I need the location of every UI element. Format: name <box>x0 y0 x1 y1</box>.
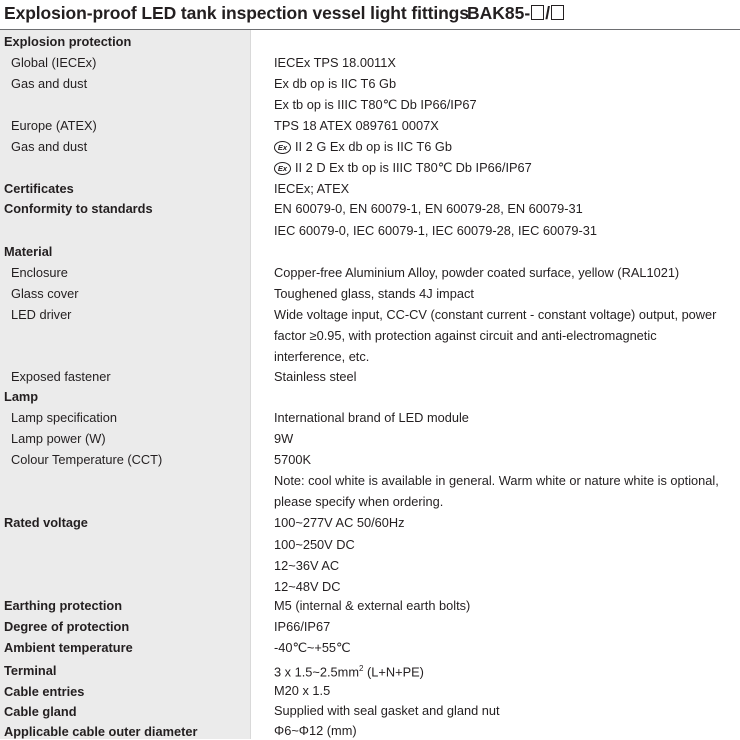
value-cct-note-1: Note: cool white is available in general. Warm white or nature white is optional, <box>274 473 719 488</box>
label-global-iecex: Global (IECEx) <box>11 55 97 70</box>
label-cable-gland: Cable gland <box>4 704 77 719</box>
value-terminal-sup: 2 <box>359 664 364 673</box>
value-voltage-1: 100~277V AC 50/60Hz <box>274 515 405 530</box>
value-lamp-spec: International brand of LED module <box>274 410 469 425</box>
label-certificates: Certificates <box>4 181 74 196</box>
value-led-driver-2: factor ≥0.95, with protection against circuit and anti-electromagnetic <box>274 328 657 343</box>
label-lamp: Lamp <box>4 389 39 404</box>
value-atex-dust-text: II 2 D Ex tb op is IIIC T80℃ Db IP66/IP67 <box>295 160 532 175</box>
model-placeholder-box <box>531 5 544 20</box>
value-atex-gas-text: II 2 G Ex db op is IIC T6 Gb <box>295 139 452 154</box>
model-placeholder-box <box>551 5 564 20</box>
label-europe-atex: Europe (ATEX) <box>11 118 97 133</box>
label-lamp-spec: Lamp specification <box>11 410 117 425</box>
label-explosion-protection: Explosion protection <box>4 34 132 49</box>
value-earthing: M5 (internal & external earth bolts) <box>274 598 471 613</box>
value-conformity-iec: IEC 60079-0, IEC 60079-1, IEC 60079-28, IEC 60079-31 <box>274 223 597 238</box>
ex-mark-icon: Ex <box>274 141 291 154</box>
label-ambient: Ambient temperature <box>4 640 133 655</box>
value-terminal <box>274 661 424 680</box>
value-cable-gland: Supplied with seal gasket and gland nut <box>274 703 500 718</box>
value-led-driver-1: Wide voltage input, CC-CV (constant current - constant voltage) output, power <box>274 307 717 322</box>
page-title: Explosion-proof LED tank inspection vessel light fittings <box>4 3 469 23</box>
value-conformity-en: EN 60079-0, EN 60079-1, EN 60079-28, EN 60079-31 <box>274 201 583 216</box>
value-glass-cover: Toughened glass, stands 4J impact <box>274 286 474 301</box>
value-lamp-power: 9W <box>274 431 294 446</box>
label-lamp-power: Lamp power (W) <box>11 431 106 446</box>
model-number <box>467 3 565 24</box>
value-certificates: IECEx; ATEX <box>274 181 350 196</box>
value-atex-cert: TPS 18 ATEX 089761 0007X <box>274 118 439 133</box>
label-terminal: Terminal <box>4 663 57 678</box>
value-atex-gas <box>274 139 452 155</box>
label-conformity: Conformity to standards <box>4 201 153 216</box>
value-exposed-fastener: Stainless steel <box>274 369 357 384</box>
value-voltage-3: 12~36V AC <box>274 558 340 573</box>
label-glass-cover: Glass cover <box>11 286 79 301</box>
value-iecex-gas: Ex db op is IIC T6 Gb <box>274 76 397 91</box>
value-cct-note-2: please specify when ordering. <box>274 494 444 509</box>
value-cct: 5700K <box>274 452 312 467</box>
label-exposed-fastener: Exposed fastener <box>11 369 111 384</box>
value-ambient: -40℃~+55℃ <box>274 640 351 655</box>
value-enclosure: Copper-free Aluminium Alloy, powder coated surface, yellow (RAL1021) <box>274 265 680 280</box>
value-terminal-post: (L+N+PE) <box>363 664 424 680</box>
label-led-driver: LED driver <box>11 307 72 322</box>
value-voltage-2: 100~250V DC <box>274 537 355 552</box>
label-cable-diameter: Applicable cable outer diameter <box>4 724 198 739</box>
label-earthing: Earthing protection <box>4 598 123 613</box>
label-degree: Degree of protection <box>4 619 130 634</box>
value-cable-diameter: Φ6~Φ12 (mm) <box>274 723 357 738</box>
title-bar <box>0 0 740 30</box>
label-cable-entries: Cable entries <box>4 684 85 699</box>
value-led-driver-3: interference, etc. <box>274 349 370 364</box>
label-enclosure: Enclosure <box>11 265 68 280</box>
ex-mark-icon: Ex <box>274 162 291 175</box>
value-terminal-main: 3 x 1.5~2.5mm <box>274 664 359 680</box>
value-iecex-cert: IECEx TPS 18.0011X <box>274 55 396 70</box>
label-cct: Colour Temperature (CCT) <box>11 452 163 467</box>
label-gas-dust-iecex: Gas and dust <box>11 76 88 91</box>
value-voltage-4: 12~48V DC <box>274 579 341 594</box>
value-atex-dust <box>274 160 532 176</box>
model-separator: / <box>545 3 551 23</box>
model-prefix: BAK85- <box>467 3 531 23</box>
label-gas-dust-atex: Gas and dust <box>11 139 88 154</box>
label-material: Material <box>4 244 53 259</box>
value-cable-entries: M20 x 1.5 <box>274 683 331 698</box>
value-degree: IP66/IP67 <box>274 619 331 634</box>
value-iecex-dust: Ex tb op is IIIC T80℃ Db IP66/IP67 <box>274 97 477 112</box>
label-rated-voltage: Rated voltage <box>4 515 88 530</box>
